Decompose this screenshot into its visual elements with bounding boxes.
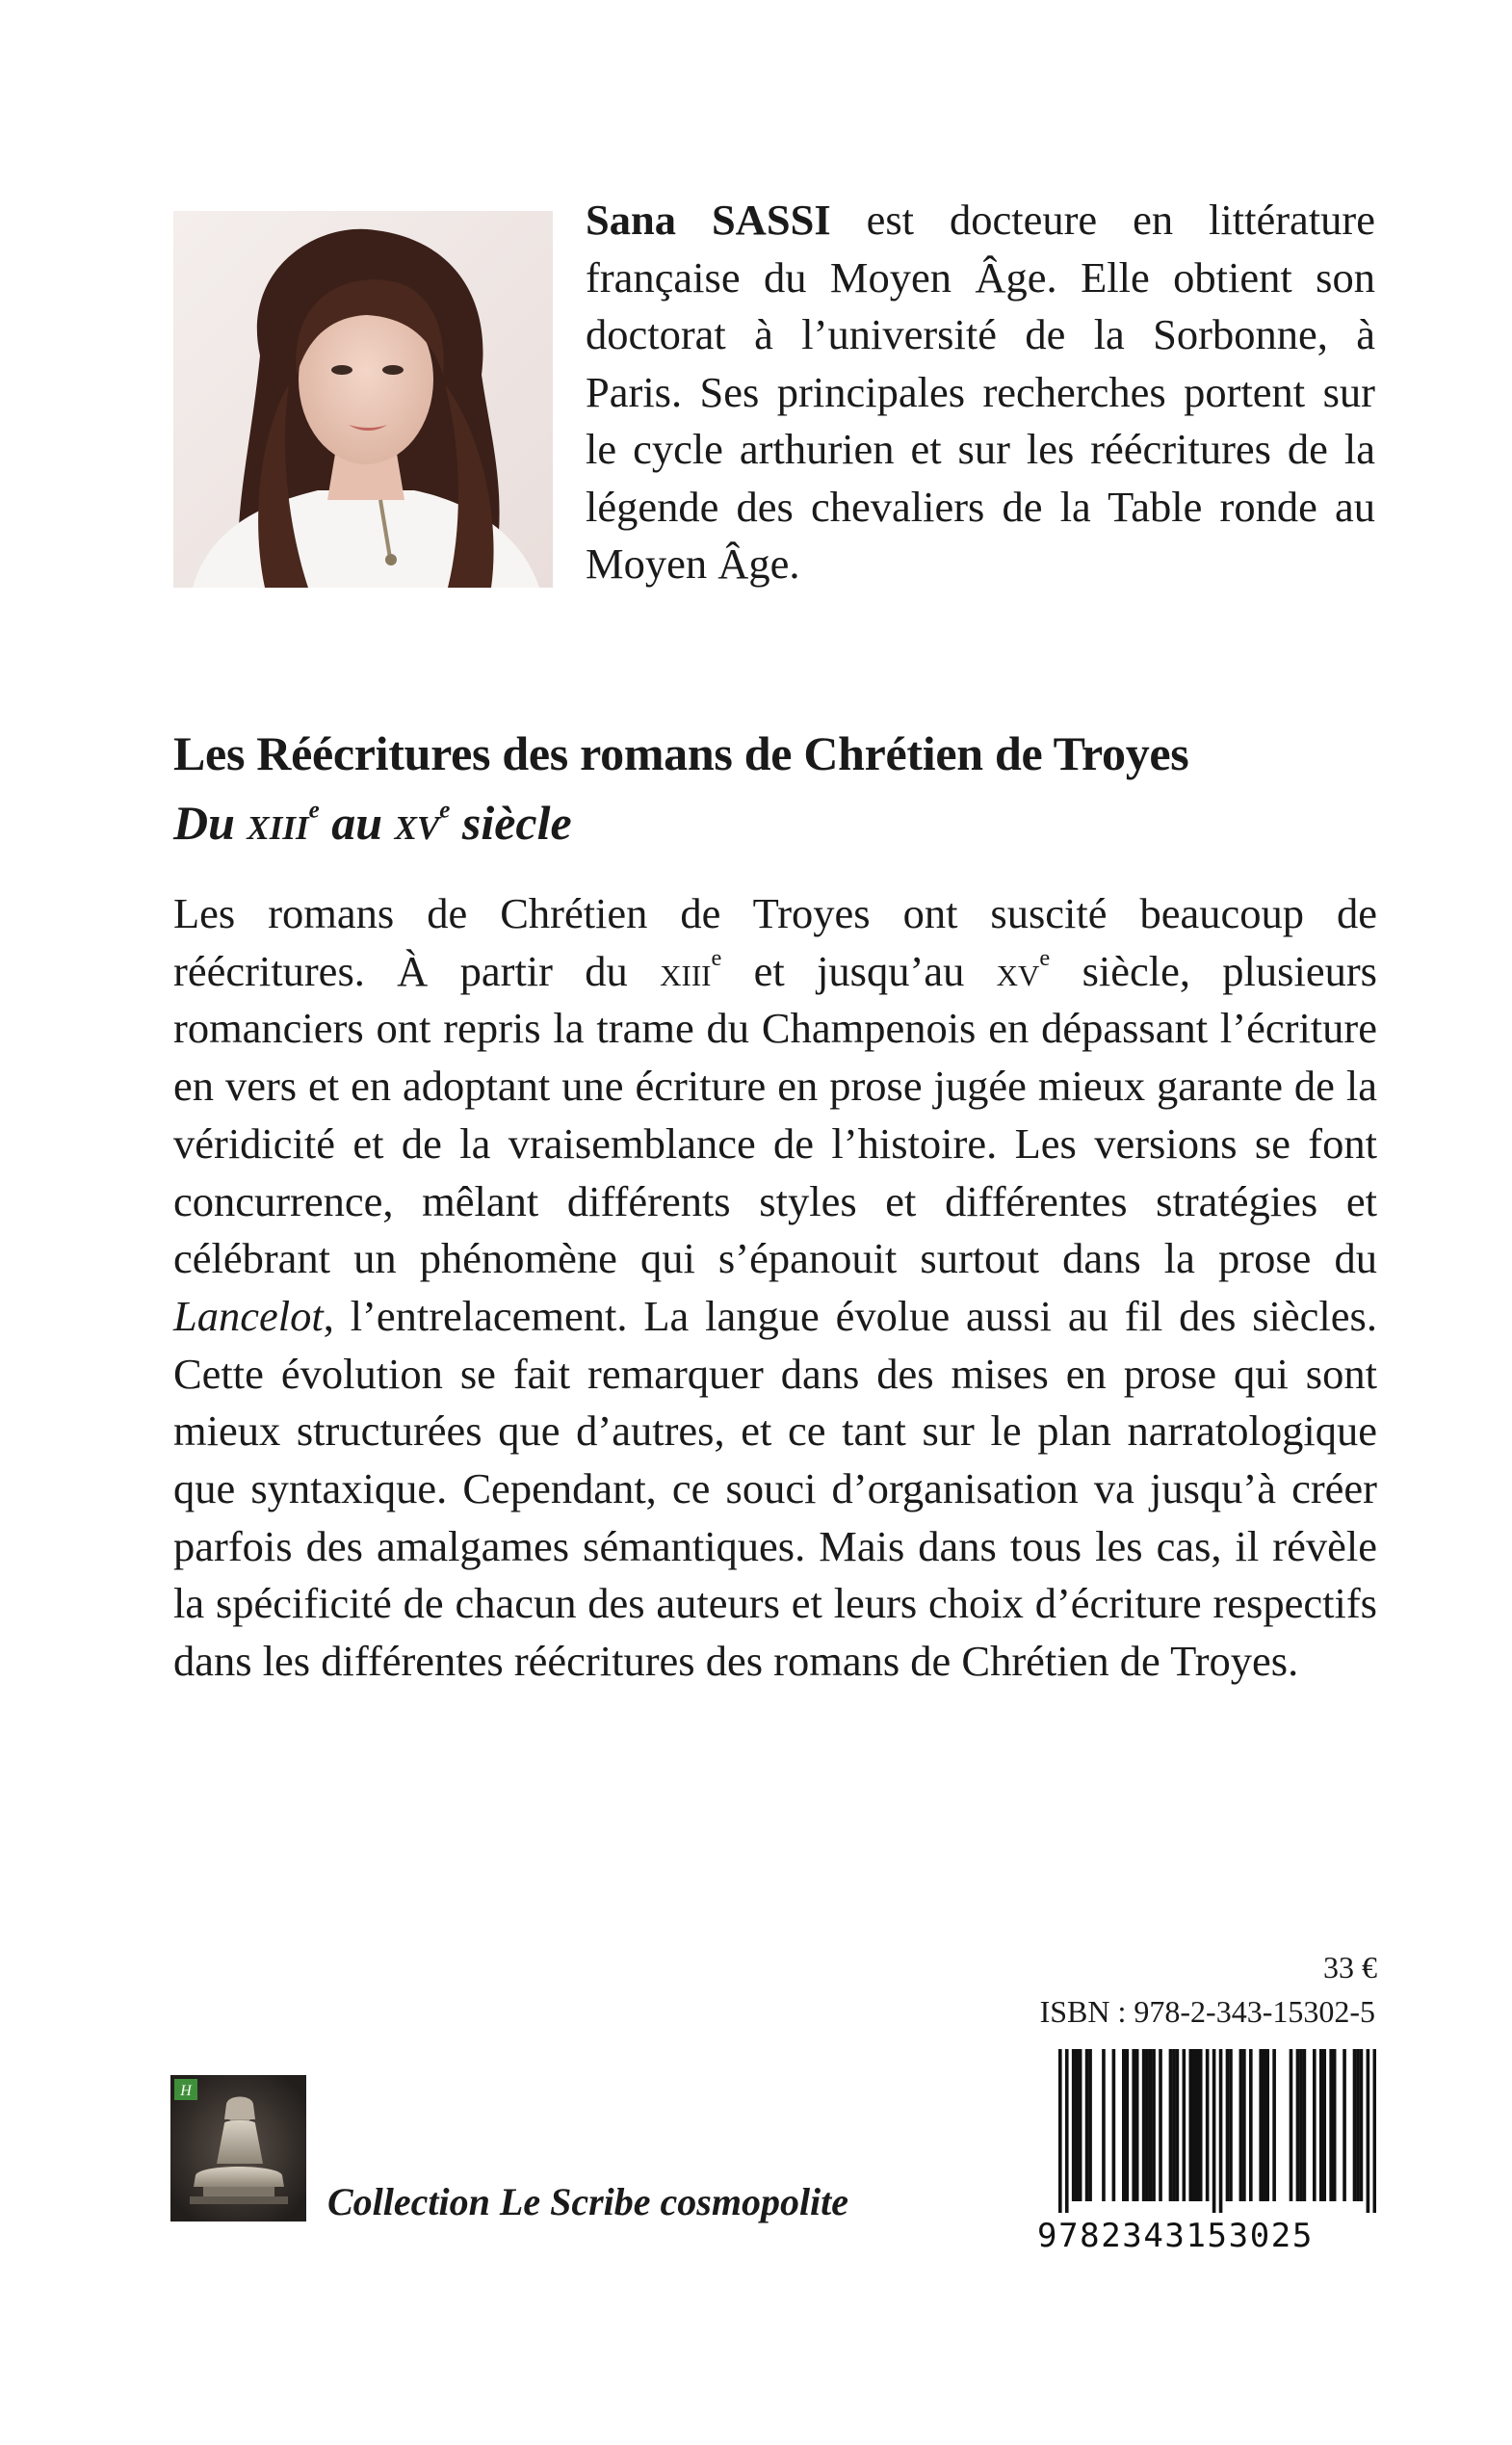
barcode-bar: [1199, 2049, 1203, 2201]
summary-part-1: Les romans de Chrétien de Troyes ont suscité beaucoup de réécritures. À partir du: [173, 889, 1377, 995]
barcode-bar: [1075, 2049, 1079, 2201]
book-title: Les Réécritures des romans de Chrétien de Troyes: [173, 726, 1189, 780]
barcode-bar: [1303, 2049, 1307, 2201]
book-summary: [173, 885, 1377, 1691]
barcode-bar: [1356, 2049, 1360, 2201]
barcode-bar: [1206, 2049, 1210, 2201]
collection-logo: [170, 2075, 306, 2222]
barcode-bar: [1132, 2049, 1135, 2201]
barcode-bar: [1343, 2049, 1346, 2201]
summary-century-start: xiii: [660, 946, 712, 995]
barcode-bars: [1037, 2049, 1376, 2213]
barcode-bar: [1172, 2049, 1176, 2201]
barcode-bar: [1192, 2049, 1196, 2201]
barcode-bar: [1142, 2049, 1146, 2201]
subtitle-century-start: xiii: [247, 796, 309, 850]
price-label: 33 €: [1323, 1950, 1377, 1985]
isbn-label: ISBN : 978-2-343-15302-5: [1039, 1994, 1375, 2029]
barcode-bar: [1373, 2049, 1376, 2213]
barcode-bar: [1085, 2049, 1089, 2201]
summary-italic-work: Lancelot: [173, 1291, 324, 1340]
barcode-bar: [1272, 2049, 1276, 2201]
author-bio: [586, 192, 1375, 593]
barcode-bar: [1322, 2049, 1326, 2201]
barcode-bar: [1265, 2049, 1269, 2201]
barcode-bar: [1159, 2049, 1162, 2201]
summary-part-2: et jusqu’au: [721, 946, 997, 995]
barcode-bar: [1149, 2049, 1153, 2201]
barcode-bar: [1112, 2049, 1116, 2201]
barcode-bar: [1360, 2049, 1364, 2201]
author-photo: [173, 211, 553, 588]
barcode-bar: [1219, 2049, 1223, 2213]
barcode-bar: [1367, 2049, 1370, 2213]
author-name: Sana SASSI: [586, 196, 831, 244]
subtitle-century-start-ordinal: e: [308, 797, 320, 824]
subtitle-century-end: xv: [394, 796, 440, 850]
barcode-bar: [1125, 2049, 1129, 2201]
summary-part-3: siècle, plusieurs romanciers ont repris la trame du Champenois en dépassant l’écriture en vers et en adoptant une écriture en prose jugée mieux garante de la véridicité et de la vraisemblance de l’histoire. Les versions se font concurrence, mêlant différents styles et différentes stratégies et célébrant un phénomène qui s’épanouit surtout dans la prose du: [173, 946, 1377, 1283]
barcode: [1037, 2049, 1376, 2256]
barcode-bar: [1122, 2049, 1126, 2201]
scribe-statue-icon: [170, 2075, 306, 2222]
book-subtitle: [173, 794, 572, 852]
summary-century-start-ordinal: e: [711, 944, 722, 971]
barcode-bar: [1145, 2049, 1149, 2201]
barcode-bar: [1188, 2049, 1192, 2201]
subtitle-suffix: siècle: [450, 796, 572, 850]
barcode-bar: [1183, 2049, 1186, 2201]
barcode-bar: [1195, 2049, 1199, 2201]
barcode-bar: [1072, 2049, 1076, 2201]
barcode-bar: [1319, 2049, 1323, 2201]
barcode-bar: [1102, 2049, 1106, 2201]
barcode-digits: 9782343153025: [1037, 2217, 1314, 2255]
barcode-bar: [1333, 2049, 1337, 2201]
barcode-bar: [1239, 2049, 1243, 2201]
barcode-bar: [1299, 2049, 1303, 2201]
barcode-bar: [1212, 2049, 1216, 2213]
subtitle-prefix: Du: [173, 796, 248, 850]
subtitle-century-end-ordinal: e: [439, 797, 451, 824]
summary-century-end-ordinal: e: [1039, 944, 1051, 971]
barcode-bar: [1329, 2049, 1333, 2201]
barcode-bar: [1135, 2049, 1139, 2201]
collection-name: Collection Le Scribe cosmopolite: [327, 2180, 849, 2223]
publisher-badge-letter: H: [180, 2083, 192, 2099]
barcode-bar: [1290, 2049, 1293, 2201]
barcode-bar: [1176, 2049, 1180, 2201]
barcode-bar: [1065, 2049, 1069, 2213]
barcode-bar: [1263, 2049, 1266, 2201]
barcode-bar: [1296, 2049, 1300, 2201]
barcode-bar: [1169, 2049, 1173, 2201]
barcode-bar: [1249, 2049, 1253, 2201]
subtitle-middle: au: [319, 796, 395, 850]
summary-century-end: xv: [996, 946, 1040, 995]
barcode-bar: [1088, 2049, 1092, 2201]
barcode-bar: [1152, 2049, 1156, 2201]
author-portrait-illustration: [173, 211, 553, 588]
barcode-bar: [1353, 2049, 1357, 2201]
barcode-bar: [1229, 2049, 1233, 2201]
barcode-bar: [1242, 2049, 1246, 2201]
summary-part-4: , l’entrelacement. La langue évolue aussi au fil des siècles. Cette évolution se fait remarquer dans des mises en prose qui sont mieux structurées que d’autres, et ce tant sur le plan narratologique que syntaxique. Cependant, ce souci d’organisation va jusqu’à créer parfois des amalgames sémantiques. Mais dans tous les cas, il révèle la spécificité de chacun des auteurs et leurs choix d’écriture respectifs dans les différentes réécritures des romans de Chrétien de Troyes.: [173, 1291, 1377, 1686]
barcode-bar: [1226, 2049, 1230, 2201]
barcode-bar: [1313, 2049, 1316, 2201]
barcode-bar: [1058, 2049, 1062, 2213]
author-bio-text: est docteure en littérature française du Moyen Âge. Elle obtient son doctorat à l’université de la Sorbonne, à Paris. Ses principales recherches portent sur le cycle arthurien et sur les réécritures de la légende des chevaliers de la Table ronde au Moyen Âge.: [586, 196, 1375, 588]
barcode-bar: [1079, 2049, 1082, 2201]
barcode-bar: [1259, 2049, 1263, 2201]
